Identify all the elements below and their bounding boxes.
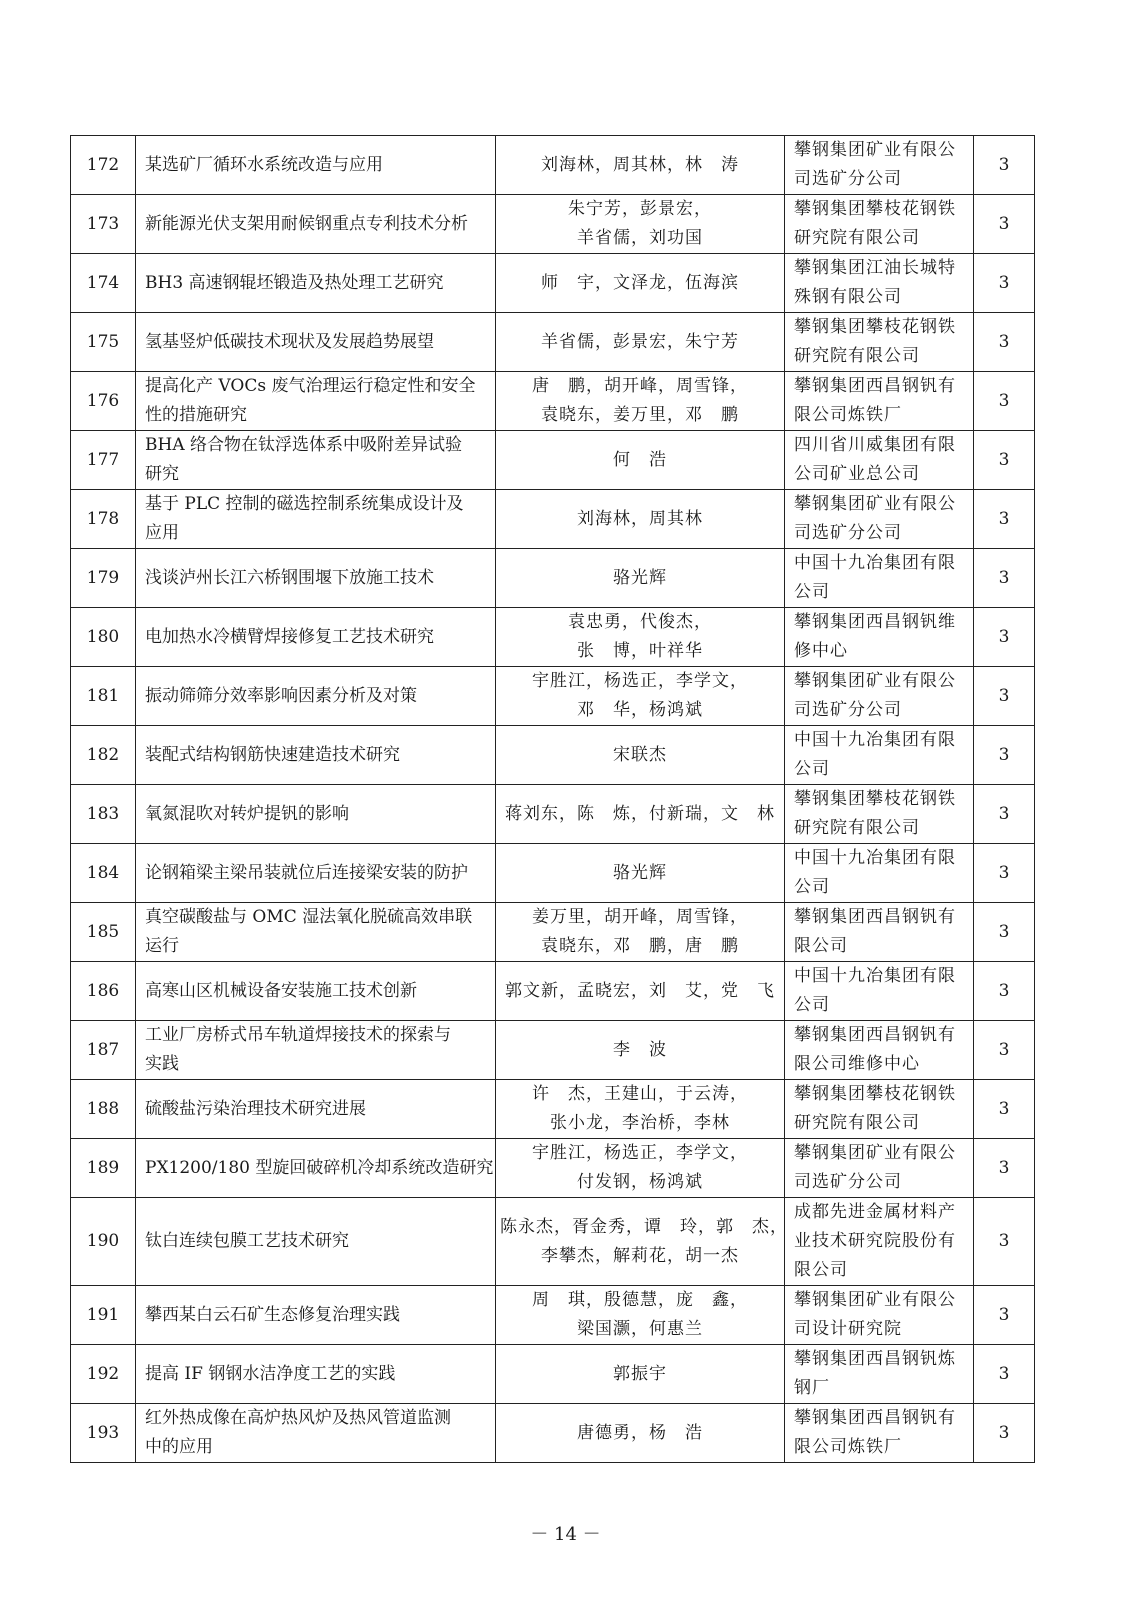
paper-title-line: 性的措施研究 [145,405,247,425]
table-row [71,962,1035,1021]
authors-cell [496,667,785,726]
organization-line: 殊钢有限公司 [794,287,902,307]
paper-title-cell [136,844,496,903]
paper-title-cell [136,372,496,431]
award-table-body [71,136,1035,1463]
authors-cell [496,785,785,844]
organization-cell [785,1080,974,1139]
organization-cell [785,490,974,549]
organization-cell [785,136,974,195]
paper-title-cell [136,785,496,844]
organization-cell [785,254,974,313]
organization-line: 公司矿业总公司 [794,464,920,484]
organization-line: 司设计研究院 [794,1319,902,1339]
row-number: 172 [71,136,136,195]
authors-cell [496,313,785,372]
organization-cell [785,785,974,844]
score-cell: 3 [974,667,1035,726]
organization-line: 限公司 [794,936,848,956]
score-cell: 3 [974,1139,1035,1198]
paper-title-line: 实践 [145,1054,179,1074]
table-row [71,1345,1035,1404]
row-number: 175 [71,313,136,372]
organization-line: 司选矿分公司 [794,523,902,543]
organization-line: 研究院有限公司 [794,818,920,838]
paper-title-line: 氢基竖炉低碳技术现状及发展趋势展望 [145,331,434,352]
score-cell: 3 [974,844,1035,903]
table-row [71,254,1035,313]
organization-line: 公司 [794,877,830,897]
organization-line: 公司 [794,995,830,1015]
award-table-container [70,135,1034,1463]
authors-line: 郭振宇 [613,1363,667,1384]
paper-title-line: 论钢箱梁主梁吊装就位后连接梁安装的防护 [145,862,468,883]
table-row [71,490,1035,549]
score-cell: 3 [974,608,1035,667]
organization-line: 攀钢集团攀枝花钢铁 [794,789,956,809]
authors-cell [496,1345,785,1404]
paper-title-cell [136,549,496,608]
paper-title-cell [136,1080,496,1139]
paper-title-line: 研究 [145,464,179,484]
authors-line: 师 宇，文泽龙，伍海滨 [541,272,739,293]
organization-line: 限公司 [794,1260,848,1280]
authors-line: 许 杰，王建山，于云涛， [532,1084,748,1104]
paper-title-cell [136,1345,496,1404]
row-number: 173 [71,195,136,254]
paper-title-line: 真空碳酸盐与 OMC 湿法氧化脱硫高效串联 [145,907,473,927]
authors-line: 唐 鹏，胡开峰，周雪锋， [532,376,748,396]
paper-title-cell [136,1139,496,1198]
row-number: 187 [71,1021,136,1080]
row-number: 178 [71,490,136,549]
paper-title-line: 振动筛筛分效率影响因素分析及对策 [145,685,417,706]
authors-line: 张小龙，李治桥，李林 [550,1113,730,1133]
score-cell: 3 [974,1021,1035,1080]
paper-title-cell [136,903,496,962]
organization-line: 攀钢集团攀枝花钢铁 [794,199,956,219]
table-row [71,372,1035,431]
paper-title-line: 应用 [145,523,179,543]
table-row [71,549,1035,608]
organization-line: 攀钢集团西昌钢钒有 [794,1025,956,1045]
authors-line: 袁晓东，姜万里，邓 鹏 [541,405,739,425]
organization-line: 研究院有限公司 [794,346,920,366]
row-number: 174 [71,254,136,313]
authors-line: 何 浩 [613,449,667,470]
paper-title-line: 中的应用 [145,1437,213,1457]
row-number: 186 [71,962,136,1021]
organization-cell [785,844,974,903]
organization-line: 成都先进金属材料产 [794,1202,956,1222]
organization-line: 限公司炼铁厂 [794,405,902,425]
organization-cell [785,1139,974,1198]
authors-cell [496,195,785,254]
score-cell: 3 [974,431,1035,490]
score-cell: 3 [974,490,1035,549]
row-number: 182 [71,726,136,785]
organization-cell [785,313,974,372]
table-row [71,1404,1035,1463]
page-number: － 14 － [530,1524,601,1545]
paper-title-line: 氧氮混吹对转炉提钒的影响 [145,803,349,824]
row-number: 184 [71,844,136,903]
organization-line: 攀钢集团攀枝花钢铁 [794,317,956,337]
organization-line: 中国十九冶集团有限 [794,966,956,986]
score-cell: 3 [974,962,1035,1021]
paper-title-line: 钛白连续包膜工艺技术研究 [145,1231,349,1251]
organization-cell [785,608,974,667]
organization-cell [785,372,974,431]
paper-title-line: 电加热水冷横臂焊接修复工艺技术研究 [145,626,434,647]
organization-cell [785,195,974,254]
paper-title-line: 工业厂房桥式吊车轨道焊接技术的探索与 [145,1025,451,1045]
organization-line: 攀钢集团江油长城特 [794,258,956,278]
paper-title-cell [136,962,496,1021]
organization-line: 中国十九冶集团有限 [794,730,956,750]
award-table [70,135,1035,1463]
row-number: 193 [71,1404,136,1463]
authors-line: 宇胜江，杨选正，李学文， [532,1143,748,1163]
authors-line: 唐德勇，杨 浩 [577,1422,703,1443]
table-row [71,844,1035,903]
organization-cell [785,1198,974,1286]
authors-line: 郭文新，孟晓宏，刘 艾，党 飞 [505,980,775,1001]
authors-line: 李 波 [613,1039,667,1060]
authors-line: 陈永杰，胥金秀，谭 玲，郭 杰， [500,1216,788,1237]
row-number: 180 [71,608,136,667]
score-cell: 3 [974,372,1035,431]
paper-title-cell [136,1198,496,1286]
paper-title-line: 提高 IF 钢钢水洁净度工艺的实践 [145,1363,396,1384]
score-cell: 3 [974,785,1035,844]
paper-title-cell [136,1021,496,1080]
authors-cell [496,1139,785,1198]
score-cell: 3 [974,313,1035,372]
paper-title-cell [136,1404,496,1463]
paper-title-cell [136,1286,496,1345]
organization-cell [785,1021,974,1080]
paper-title-cell [136,667,496,726]
organization-line: 攀钢集团矿业有限公 [794,140,956,160]
authors-line: 刘海林，周其林 [577,508,703,529]
score-cell: 3 [974,1345,1035,1404]
authors-cell [496,1404,785,1463]
row-number: 185 [71,903,136,962]
table-row [71,1139,1035,1198]
paper-title-line: 高寒山区机械设备安装施工技术创新 [145,980,417,1001]
organization-line: 研究院有限公司 [794,1113,920,1133]
paper-title-line: 红外热成像在高炉热风炉及热风管道监测 [145,1408,451,1428]
authors-line: 张 博，叶祥华 [577,641,703,661]
authors-cell [496,431,785,490]
row-number: 190 [71,1198,136,1286]
table-row [71,608,1035,667]
authors-line: 梁国灏，何惠兰 [577,1319,703,1339]
organization-line: 攀钢集团西昌钢钒有 [794,1408,956,1428]
row-number: 188 [71,1080,136,1139]
authors-line: 刘海林，周其林，林 涛 [541,154,739,175]
organization-line: 限公司炼铁厂 [794,1437,902,1457]
row-number: 183 [71,785,136,844]
table-row [71,667,1035,726]
authors-cell [496,490,785,549]
paper-title-cell [136,726,496,785]
paper-title-line: 浅谈泸州长江六桥钢围堰下放施工技术 [145,567,434,588]
organization-line: 攀钢集团西昌钢钒维 [794,612,956,632]
score-cell: 3 [974,254,1035,313]
score-cell: 3 [974,1286,1035,1345]
organization-cell [785,962,974,1021]
authors-cell [496,608,785,667]
score-cell: 3 [974,195,1035,254]
paper-title-cell [136,254,496,313]
authors-line: 羊省儒，彭景宏，朱宁芳 [541,331,739,352]
organization-cell [785,431,974,490]
authors-cell [496,136,785,195]
authors-line: 姜万里，胡开峰，周雪锋， [532,907,748,927]
score-cell: 3 [974,903,1035,962]
organization-cell [785,667,974,726]
authors-line: 宇胜江，杨选正，李学文， [532,671,748,691]
organization-line: 限公司维修中心 [794,1054,920,1074]
authors-cell [496,962,785,1021]
paper-title-line: BHA 络合物在钛浮选体系中吸附差异试验 [145,435,462,455]
authors-cell [496,1286,785,1345]
authors-line: 付发钢，杨鸿斌 [577,1172,703,1192]
table-row [71,195,1035,254]
authors-line: 邓 华，杨鸿斌 [577,700,703,720]
organization-line: 公司 [794,582,830,602]
row-number: 181 [71,667,136,726]
organization-line: 攀钢集团西昌钢钒炼 [794,1349,956,1369]
authors-cell [496,1198,788,1286]
organization-line: 修中心 [794,641,848,661]
organization-line: 攀钢集团矿业有限公 [794,1143,956,1163]
organization-cell [785,726,974,785]
score-cell: 3 [974,1198,1035,1286]
authors-line: 羊省儒，刘功国 [577,228,703,248]
organization-line: 攀钢集团矿业有限公 [794,671,956,691]
organization-line: 公司 [794,759,830,779]
table-row [71,136,1035,195]
authors-line: 袁晓东，邓 鹏，唐 鹏 [541,936,739,956]
paper-title-cell [136,608,496,667]
organization-cell [785,1286,974,1345]
paper-title-line: 运行 [145,936,179,956]
paper-title-line: 基于 PLC 控制的磁选控制系统集成设计及 [145,494,464,514]
authors-line: 周 琪，殷德慧，庞 鑫， [532,1290,748,1310]
score-cell: 3 [974,1080,1035,1139]
paper-title-line: 提高化产 VOCs 废气治理运行稳定性和安全 [145,376,476,396]
organization-cell [785,1345,974,1404]
table-row [71,785,1035,844]
score-cell: 3 [974,549,1035,608]
paper-title-cell [136,490,496,549]
row-number: 177 [71,431,136,490]
organization-line: 司选矿分公司 [794,700,902,720]
authors-line: 李攀杰，解莉花，胡一杰 [541,1245,739,1266]
row-number: 176 [71,372,136,431]
organization-line: 研究院有限公司 [794,228,920,248]
row-number: 189 [71,1139,136,1198]
score-cell: 3 [974,136,1035,195]
organization-line: 攀钢集团攀枝花钢铁 [794,1084,956,1104]
paper-title-cell [136,431,496,490]
authors-line: 宋联杰 [613,744,667,765]
authors-line: 骆光辉 [613,862,667,883]
authors-cell [496,254,785,313]
row-number: 192 [71,1345,136,1404]
score-cell: 3 [974,726,1035,785]
authors-cell [496,726,785,785]
organization-line: 攀钢集团西昌钢钒有 [794,907,956,927]
organization-line: 司选矿分公司 [794,1172,902,1192]
organization-cell [785,1404,974,1463]
organization-line: 中国十九冶集团有限 [794,553,956,573]
authors-line: 袁忠勇，代俊杰， [568,612,712,632]
table-row [71,1198,1035,1286]
authors-cell [496,903,785,962]
organization-cell [785,903,974,962]
organization-line: 攀钢集团矿业有限公 [794,494,956,514]
paper-title-line: PX1200/180 型旋回破碎机冷却系统改造研究 [145,1157,494,1178]
organization-line: 中国十九冶集团有限 [794,848,956,868]
table-row [71,1080,1035,1139]
paper-title-line: 装配式结构钢筋快速建造技术研究 [145,744,400,765]
table-row [71,726,1035,785]
paper-title-line: BH3 高速钢辊坯锻造及热处理工艺研究 [145,272,444,293]
organization-line: 司选矿分公司 [794,169,902,189]
row-number: 179 [71,549,136,608]
authors-cell [496,844,785,903]
organization-cell [785,549,974,608]
authors-line: 蒋刘东，陈 炼，付新瑞，文 林 [505,803,775,824]
paper-title-line: 硫酸盐污染治理技术研究进展 [145,1098,366,1119]
organization-line: 钢厂 [794,1378,830,1398]
paper-title-cell [136,136,496,195]
row-number: 191 [71,1286,136,1345]
paper-title-line: 攀西某白云石矿生态修复治理实践 [145,1304,400,1325]
paper-title-line: 新能源光伏支架用耐候钢重点专利技术分析 [145,213,468,234]
organization-line: 四川省川威集团有限 [794,435,956,455]
authors-line: 骆光辉 [613,567,667,588]
paper-title-line: 某选矿厂循环水系统改造与应用 [145,154,383,175]
paper-title-cell [136,195,496,254]
table-row [71,1021,1035,1080]
paper-title-cell [136,313,496,372]
table-row [71,903,1035,962]
table-row [71,1286,1035,1345]
authors-cell [496,1021,785,1080]
score-cell: 3 [974,1404,1035,1463]
table-row [71,313,1035,372]
authors-cell [496,372,785,431]
organization-line: 业技术研究院股份有 [794,1231,956,1251]
authors-cell [496,1080,785,1139]
authors-line: 朱宁芳，彭景宏， [568,199,712,219]
table-row [71,431,1035,490]
organization-line: 攀钢集团西昌钢钒有 [794,376,956,396]
organization-line: 攀钢集团矿业有限公 [794,1290,956,1310]
authors-cell [496,549,785,608]
